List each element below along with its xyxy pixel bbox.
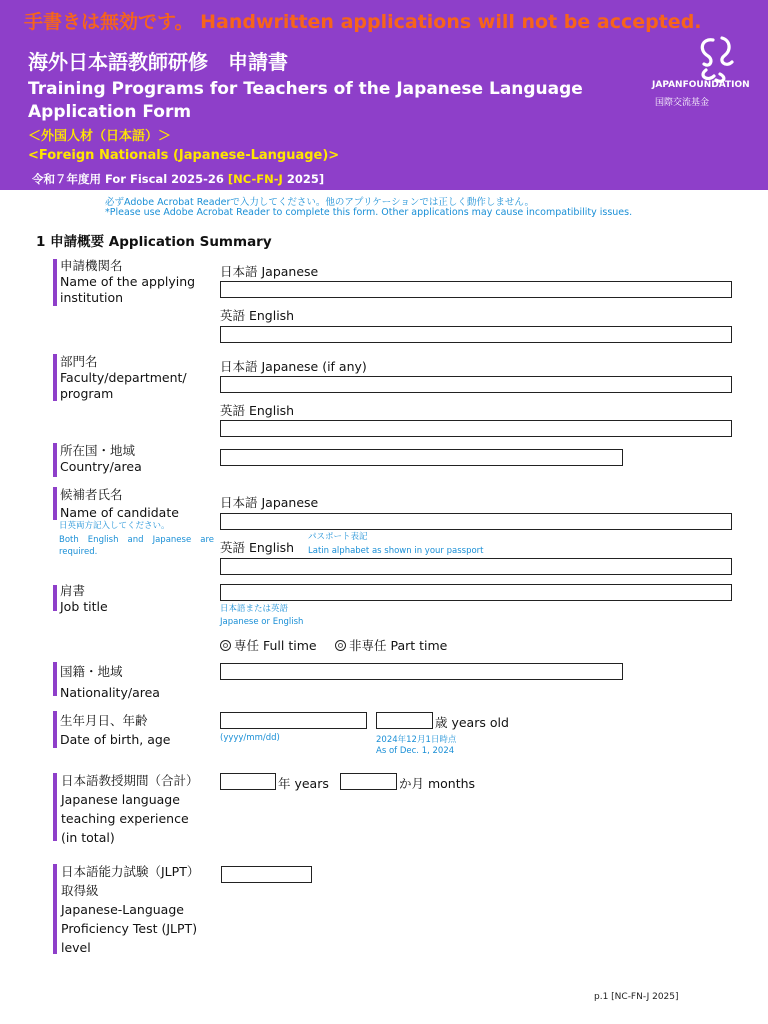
- department-en-input[interactable]: [220, 420, 732, 437]
- acrobat-notice-en: *Please use Adobe Acrobat Reader to complete this form. Other applications may cause incompatibility issues.: [105, 207, 633, 218]
- department-sub-jp: 日本語 Japanese (if any): [220, 359, 367, 374]
- jlpt-label-jp1: 日本語能力試験（JLPT）: [61, 864, 200, 879]
- fiscal-year: [32, 171, 324, 187]
- full-time-label: 専任 Full time: [234, 638, 317, 653]
- department-label: [60, 354, 190, 402]
- candidate-sub-en: 英語 English: [220, 540, 295, 555]
- passport-note-jp: パスポート表記: [308, 532, 368, 542]
- label-bar: [53, 354, 57, 401]
- full-time-radio-icon[interactable]: [220, 640, 231, 651]
- candidate-jp-input[interactable]: [220, 513, 732, 530]
- jlpt-label-en1: Japanese-Language: [61, 902, 184, 917]
- experience-months-input[interactable]: [340, 773, 397, 790]
- fiscal-suffix: 2025]: [282, 172, 325, 186]
- candidate-label: [60, 487, 205, 521]
- part-time-option[interactable]: [335, 636, 447, 654]
- experience-label-en2: teaching experience: [61, 811, 189, 826]
- age-as-of-jp: 2024年12月1日時点: [376, 735, 457, 745]
- country-label-en: Country/area: [60, 459, 142, 474]
- jlpt-label: [61, 862, 221, 957]
- birth-label: [60, 711, 205, 749]
- subtitle-en: <Foreign Nationals (Japanese-Language)>: [28, 148, 340, 163]
- experience-label-jp: 日本語教授期間（合計）: [61, 773, 199, 788]
- candidate-en-input[interactable]: [220, 558, 732, 575]
- department-label-en: Faculty/department/ program: [60, 370, 187, 401]
- part-time-radio-icon[interactable]: [335, 640, 346, 651]
- nationality-label: [60, 661, 200, 703]
- passport-note-en: Latin alphabet as shown in your passport: [308, 546, 484, 556]
- birth-label-en: Date of birth, age: [60, 732, 171, 747]
- institution-label: [60, 258, 200, 306]
- department-label-jp: 部門名: [60, 354, 98, 369]
- label-bar: [53, 585, 57, 611]
- experience-label-en1: Japanese language: [61, 792, 180, 807]
- candidate-note-jp: 日英両方記入してください。: [59, 521, 170, 531]
- job-title-label-en: Job title: [60, 599, 108, 614]
- form-title-en-line1: Training Programs for Teachers of the Japanese Language: [28, 79, 583, 99]
- jlpt-label-jp2: 取得級: [61, 883, 99, 898]
- header-banner: [0, 0, 768, 190]
- form-title-en-line2: Application Form: [28, 102, 192, 122]
- job-title-note-jp: 日本語または英語: [220, 604, 289, 614]
- country-label-jp: 所在国・地域: [60, 443, 136, 458]
- fiscal-prefix: 令和７年度用 For Fiscal 2025-26: [32, 172, 228, 186]
- candidate-note-en: Both English and Japanese are required.: [59, 535, 214, 557]
- label-bar: [53, 773, 57, 841]
- label-bar: [53, 864, 57, 954]
- department-sub-en: 英語 English: [220, 403, 295, 418]
- age-unit: 歳 years old: [435, 715, 509, 730]
- institution-sub-en: 英語 English: [220, 308, 295, 323]
- job-title-label-jp: 肩書: [60, 583, 86, 598]
- nationality-label-en: Nationality/area: [60, 685, 160, 700]
- nationality-input[interactable]: [220, 663, 623, 680]
- experience-years-unit: 年 years: [278, 776, 329, 791]
- nationality-label-jp: 国籍・地域: [60, 664, 123, 679]
- institution-jp-input[interactable]: [220, 281, 732, 298]
- page-footer: p.1 [NC-FN-J 2025]: [594, 992, 679, 1002]
- subtitle-jp: ＜外国人材（日本語）＞: [28, 129, 172, 144]
- candidate-label-jp: 候補者氏名: [60, 487, 123, 502]
- section-title: 1 申請概要 Application Summary: [36, 234, 272, 250]
- handwritten-warning: 手書きは無効です。 Handwritten applications will not be accepted.: [24, 11, 702, 33]
- country-label: [60, 443, 200, 475]
- age-as-of-en: As of Dec. 1, 2024: [376, 746, 455, 756]
- label-bar: [53, 443, 57, 477]
- candidate-label-en: Name of candidate: [60, 505, 179, 520]
- country-input[interactable]: [220, 449, 623, 466]
- birth-date-hint: (yyyy/mm/dd): [220, 733, 280, 743]
- job-title-label: [60, 583, 200, 615]
- institution-sub-jp: 日本語 Japanese: [220, 264, 319, 279]
- fiscal-code: [NC-FN-J: [227, 172, 283, 186]
- experience-months-unit: か月 months: [399, 776, 476, 791]
- job-title-input[interactable]: [220, 584, 732, 601]
- label-bar: [53, 259, 57, 306]
- label-bar: [53, 711, 57, 748]
- part-time-label: 非専任 Part time: [349, 638, 448, 653]
- candidate-sub-jp: 日本語 Japanese: [220, 495, 319, 510]
- jlpt-level-input[interactable]: [221, 866, 312, 883]
- jlpt-label-en3: level: [61, 940, 91, 955]
- age-input[interactable]: [376, 712, 433, 729]
- experience-label: [61, 771, 221, 847]
- birth-date-input[interactable]: [220, 712, 367, 729]
- job-title-note-en: Japanese or English: [220, 617, 304, 627]
- form-title-jp: 海外日本語教師研修 申請書: [28, 50, 288, 74]
- label-bar: [53, 662, 57, 696]
- department-jp-input[interactable]: [220, 376, 732, 393]
- form-title-en: [28, 78, 588, 124]
- institution-label-jp: 申請機関名: [60, 258, 123, 273]
- institution-label-en: Name of the applying institution: [60, 274, 196, 305]
- jlpt-label-en2: Proficiency Test (JLPT): [61, 921, 198, 936]
- label-bar: [53, 487, 57, 520]
- institution-en-input[interactable]: [220, 326, 732, 343]
- logo-text: JAPANFOUNDATION: [652, 80, 750, 90]
- experience-label-en3: (in total): [61, 830, 115, 845]
- logo-text-jp: 国際交流基金: [655, 98, 710, 108]
- birth-label-jp: 生年月日、年齢: [60, 713, 148, 728]
- full-time-option[interactable]: [220, 636, 317, 654]
- experience-years-input[interactable]: [220, 773, 276, 790]
- acrobat-notice-jp: 必ずAdobe Acrobat Readerで入力してください。他のアプリケーションでは正しく動作しません。: [105, 197, 534, 208]
